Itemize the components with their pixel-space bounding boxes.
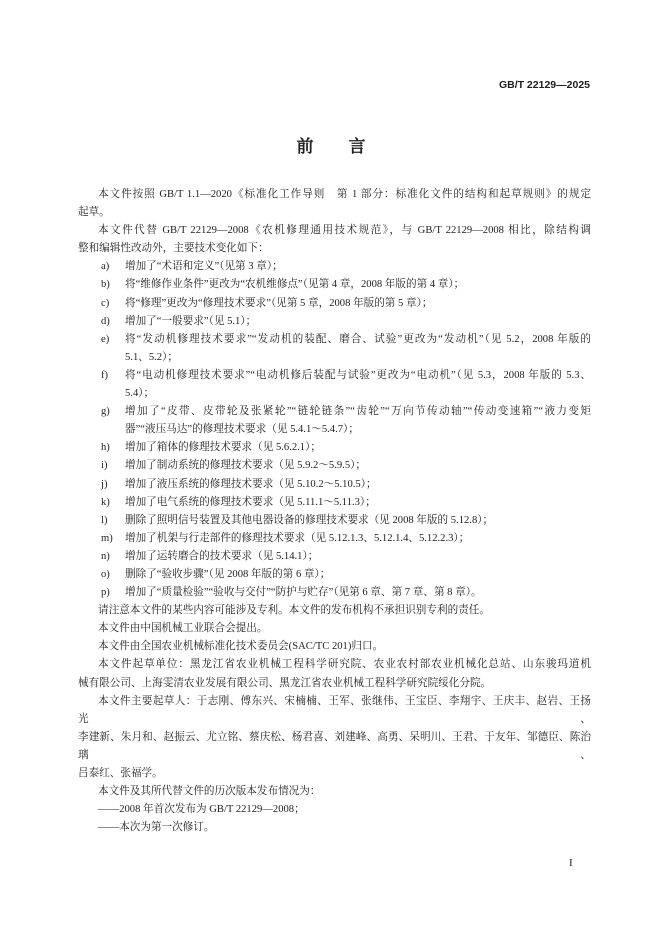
item-line: 增加了运转磨合的技术要求（见 5.14.1）； xyxy=(125,550,319,562)
change-item-i xyxy=(78,457,591,475)
change-item-l xyxy=(78,512,591,530)
item-line: 增加了“术语和定义”（见第 3 章）； xyxy=(125,261,283,273)
change-item-p xyxy=(78,584,591,602)
technical-committee-statement xyxy=(78,638,591,656)
item-line: 增加了“一般要求”（见 5.1）； xyxy=(125,315,257,327)
standard-code: GB/T 22129—2025 xyxy=(498,79,590,91)
text-line: 本文件起草单位：黑龙江省农业机械工程科学研究院、农业农村部农业机械化总站、山东骏玛道机 xyxy=(98,659,591,671)
item-marker: d) xyxy=(101,315,110,327)
item-marker: f) xyxy=(101,369,109,381)
item-line: 5.1、5.2）； xyxy=(125,351,178,363)
item-line: 删除了照明信号装置及其他电器设备的修理技术要求（见 2008 年版的 5.12.8）； xyxy=(125,514,494,526)
text-line: 械有限公司、上海雯清农业发展有限公司、黑龙江省农业机械工程科学研究院绥化分院。 xyxy=(78,677,492,689)
change-item-c xyxy=(78,295,591,313)
change-item-h xyxy=(78,439,591,457)
text-line: 本文件由全国农业机械标准化技术委员会(SAC/TC 201)归口。 xyxy=(98,641,384,653)
change-item-n xyxy=(78,548,591,566)
text-line: 吕泰红、张福学。 xyxy=(78,768,163,779)
change-item-f xyxy=(78,367,591,403)
item-line: 将“修理”更改为“修理技术要求”（见第 5 章，2008 年版的第 5 章）； xyxy=(125,297,433,309)
change-item-k xyxy=(78,494,591,512)
change-item-j xyxy=(78,476,591,494)
item-line: 5.4）； xyxy=(125,388,155,400)
version-history-heading xyxy=(78,783,591,801)
replacement-statement xyxy=(78,222,591,258)
version-history-entry-current xyxy=(78,819,591,837)
item-line: 增加了制动系统的修理技术要求（见 5.9.2～5.9.5）； xyxy=(125,460,367,472)
item-line: 将“维修作业条件”更改为“农机维修点”（见第 4 章，2008 年版的第 4 章）； xyxy=(125,279,465,291)
version-history-entry-2008 xyxy=(78,801,591,819)
text-line: 李建新、朱月和、赵振云、尤立铭、蔡庆松、杨君喜、刘建峰、高勇、呆明川、王君、于友年、邹德臣、陈治璃、 xyxy=(78,731,591,761)
item-line: 将“发动机修理技术要求”“发动机的装配、磨合、试验”更改为“发动机”（见 5.2，2008 年版的 xyxy=(125,333,591,345)
item-marker: k) xyxy=(101,496,110,508)
item-marker: i) xyxy=(101,460,108,472)
item-marker: j) xyxy=(101,478,108,490)
main-drafters xyxy=(78,693,591,783)
change-item-e xyxy=(78,331,591,367)
text-line: ——2008 年首次发布为 GB/T 22129—2008； xyxy=(98,804,305,816)
item-line: 将“电动机修理技术要求”“电动机修后装配与试验”更改为“电动机”（见 5.3，2008 年版的 5.3、 xyxy=(125,369,591,381)
item-marker: a) xyxy=(101,261,110,273)
text-line: 本文件由中国机械工业联合会提出。 xyxy=(98,623,268,635)
change-item-g xyxy=(78,403,591,439)
item-line: 增加了电气系统的修理技术要求（见 5.11.1～5.11.3）； xyxy=(125,496,376,508)
text-line: 本文件按照 GB/T 1.1—2020《标准化工作导则 第 1 部分：标准化文件的结构和起草规则》的规定 xyxy=(98,189,591,200)
item-line: 增加了液压系统的修理技术要求（见 5.10.2～5.10.5）； xyxy=(125,478,377,490)
item-marker: b) xyxy=(101,279,110,291)
proposer-statement xyxy=(78,620,591,638)
item-marker: o) xyxy=(101,568,110,580)
foreword-body xyxy=(78,186,591,837)
item-line: 增加了箱体的修理技术要求（见 5.6.2.1）； xyxy=(125,442,321,454)
technical-changes-list xyxy=(78,258,591,602)
item-line: 器”“液压马达”的修理技术要求（见 5.4.1～5.4.7）； xyxy=(125,424,359,436)
item-marker: n) xyxy=(101,550,110,562)
item-marker: m) xyxy=(101,532,113,544)
item-marker: l) xyxy=(101,514,108,526)
change-item-b xyxy=(78,276,591,294)
item-marker: g) xyxy=(101,406,110,418)
text-line: 本文件及其所代替文件的历次版本发布情况为： xyxy=(98,786,321,798)
drafting-units xyxy=(78,656,591,692)
drafting-rules-statement xyxy=(78,186,591,222)
item-line: 增加了“皮带、皮带轮及张紧轮”“链轮链条”“齿轮”“万向节传动轴”“传动变速箱”“液力变矩 xyxy=(125,406,591,418)
page-title: 前 言 xyxy=(296,137,375,156)
change-item-d xyxy=(78,313,591,331)
item-line: 删除了“验收步骤”（见 2008 年版的第 6 章）； xyxy=(125,568,331,580)
change-item-m xyxy=(78,530,591,548)
change-item-o xyxy=(78,566,591,584)
text-line: ——本次为第一次修订。 xyxy=(98,822,215,834)
item-marker: e) xyxy=(101,333,110,345)
text-line: 起草。 xyxy=(78,207,110,219)
item-marker: p) xyxy=(101,587,110,599)
item-line: 增加了机架与行走部件的修理技术要求（见 5.12.1.3、5.12.1.4、5.12.2.3）； xyxy=(125,532,470,544)
item-marker: h) xyxy=(101,442,110,454)
item-marker: c) xyxy=(101,297,110,309)
patent-notice xyxy=(78,602,591,620)
text-line: 本文件主要起草人：于志刚、傅东兴、宋楠楠、王军、张继伟、王宝臣、李翔宇、王庆丰、赵岩、王扬光、 xyxy=(78,695,591,725)
page-number: I xyxy=(569,857,573,869)
item-line: 增加了“质量检验”“验收与交付”“防护与贮存”（见第 6 章、第 7 章、第 8 章）。 xyxy=(125,587,482,599)
text-line: 本文件代替 GB/T 22129—2008《农机修理通用技术规范》，与 GB/T 22129—2008 相比，除结构调 xyxy=(98,225,591,237)
change-item-a xyxy=(78,258,591,276)
text-line: 请注意本文件的某些内容可能涉及专利。本文件的发布机构不承担识别专利的责任。 xyxy=(98,605,490,617)
text-line: 整和编辑性改动外，主要技术变化如下： xyxy=(78,243,269,255)
